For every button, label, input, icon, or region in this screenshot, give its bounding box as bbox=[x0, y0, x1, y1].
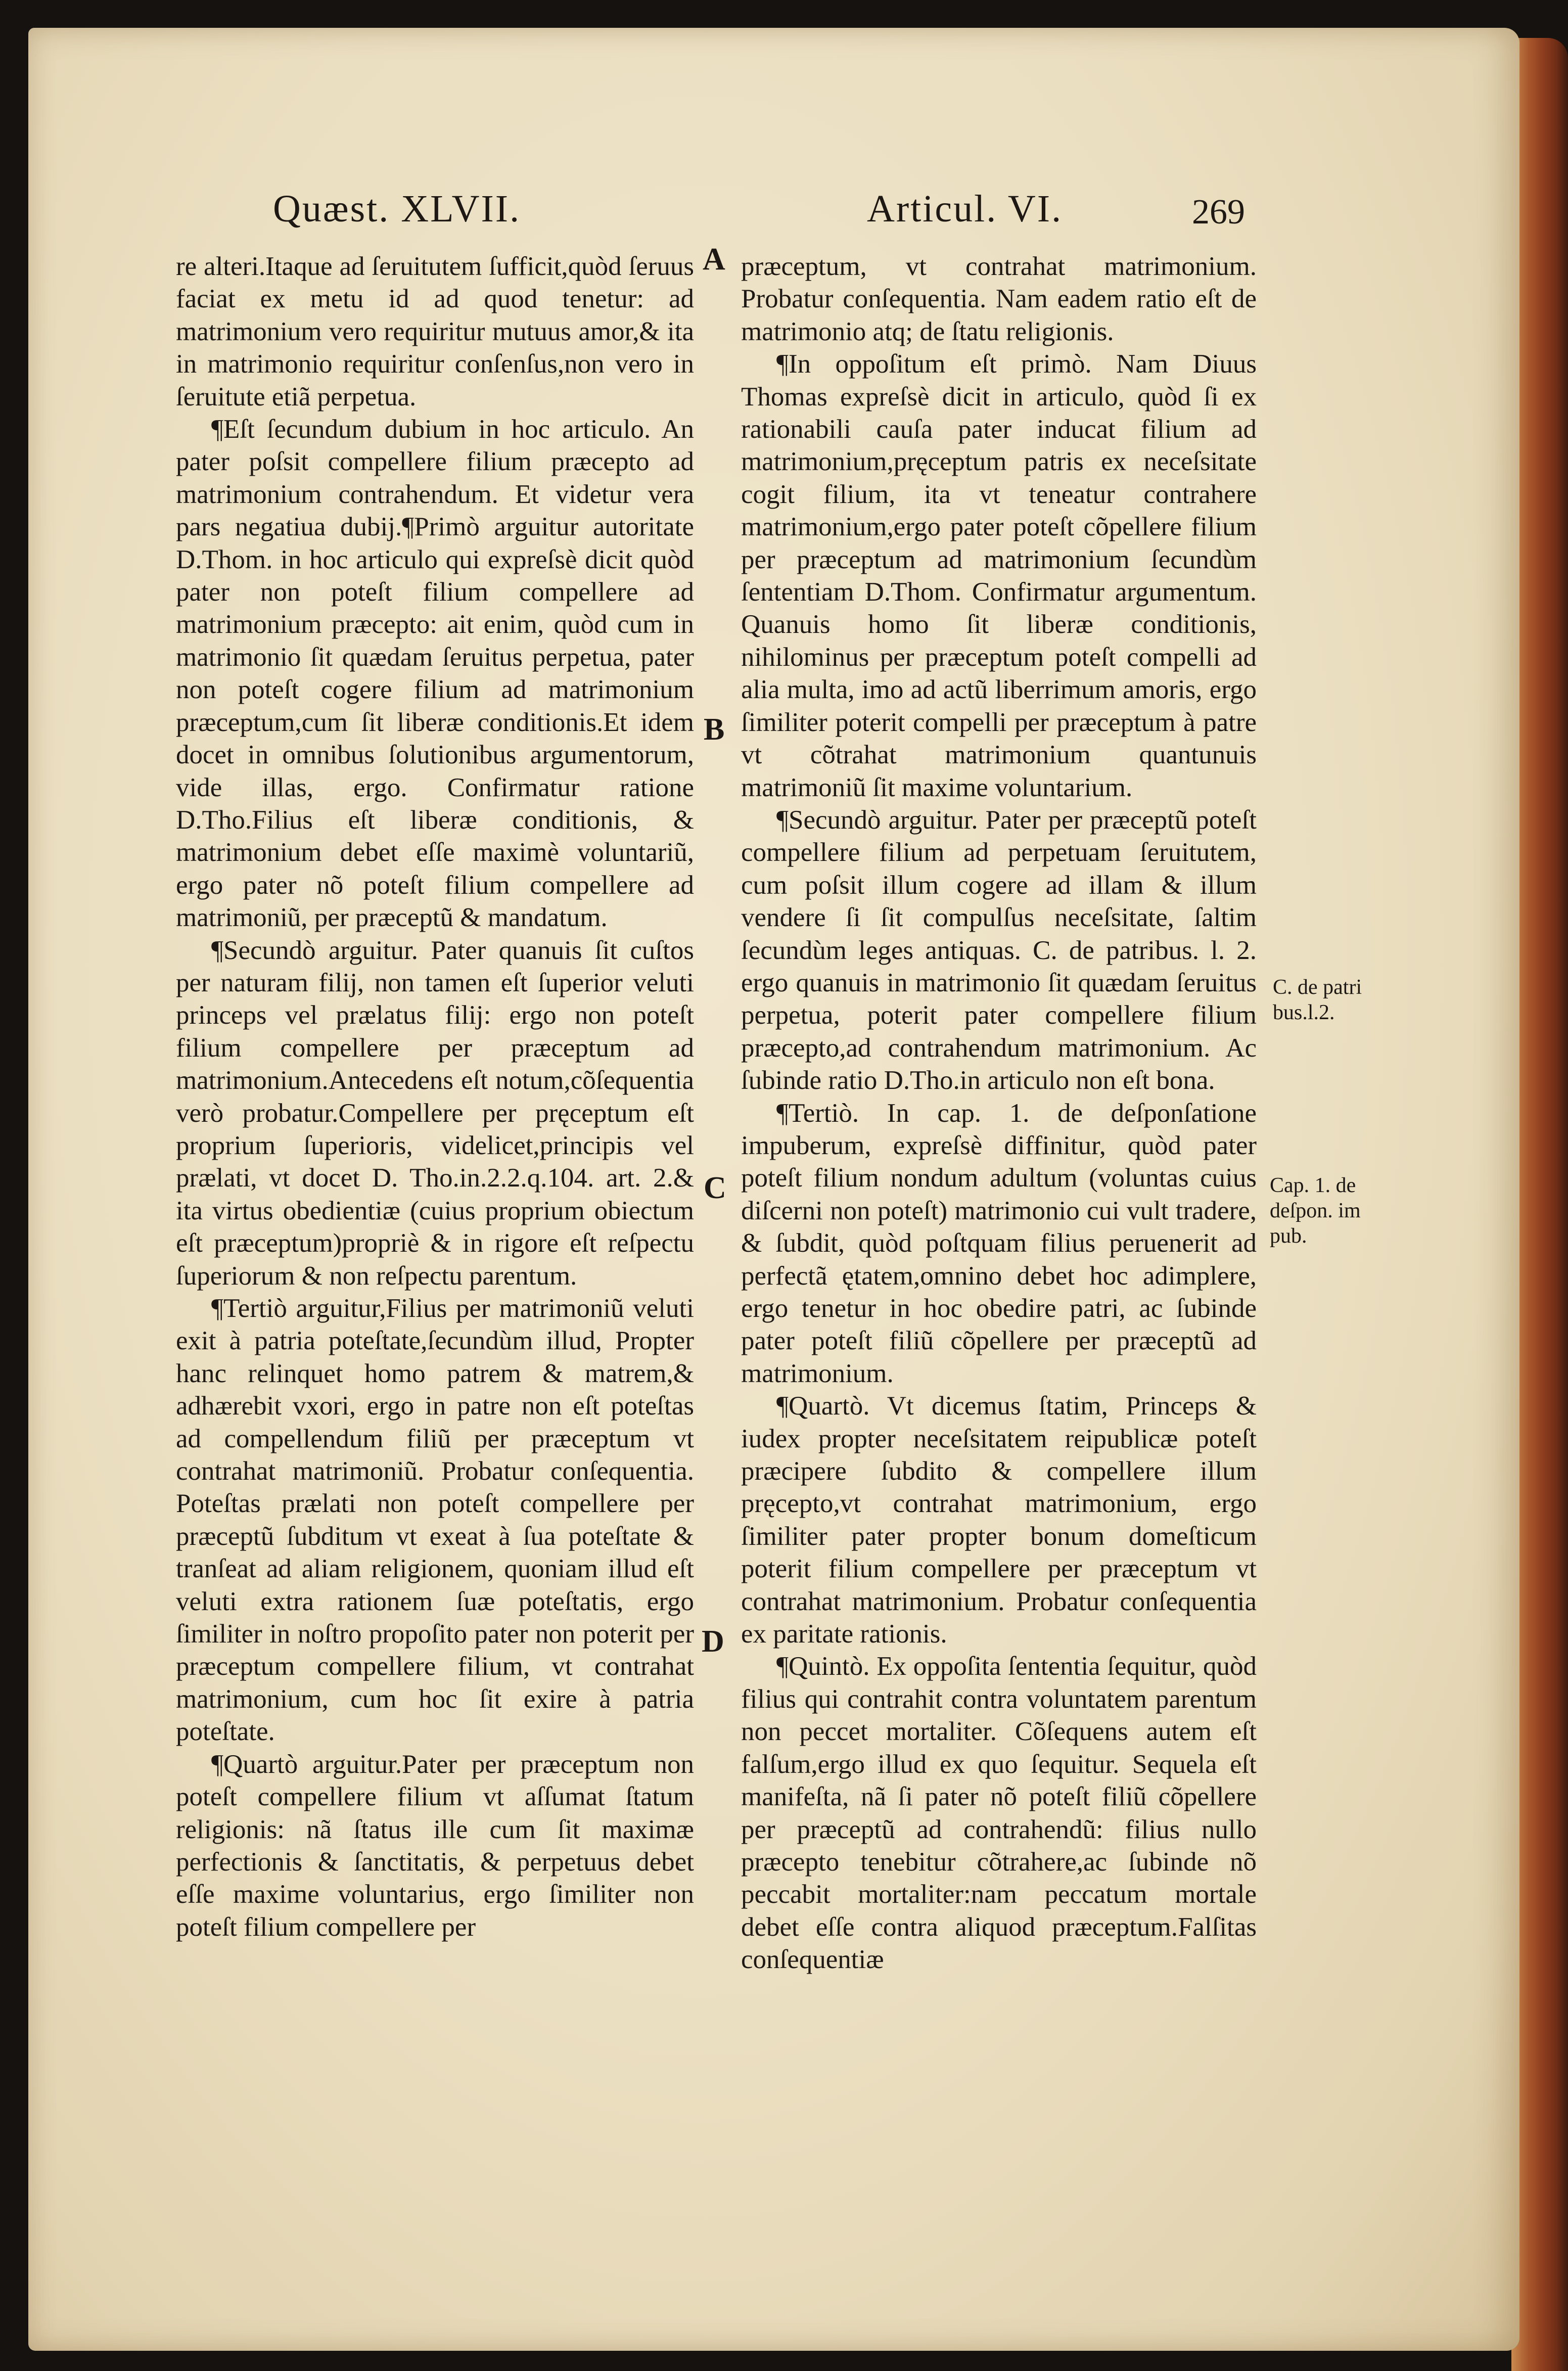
side-note-decretal-reference bbox=[1270, 1173, 1376, 1249]
paragraph: præceptum, vt contrahat matrimonium. Probatur conſequentia. Nam eadem ratio eſt de matrimonio atq; de ſtatu religionis. bbox=[741, 252, 1257, 346]
right-text-column bbox=[741, 250, 1257, 1976]
side-note-line: C. de patri bbox=[1273, 976, 1362, 999]
section-marker-b: B bbox=[704, 712, 725, 747]
side-note-code-reference bbox=[1273, 975, 1379, 1025]
paragraph: ¶Quartò arguitur.Pater per præceptum non poteſt compellere filium vt aſſumat ſtatum religionis: nã ſtatus ille cum ſit maximæ perfectionis & ſanctitatis, & perpetuus debet eſſe maxime voluntarius, ergo ſimiliter non poteſt filium compellere per bbox=[176, 1749, 694, 1942]
paragraph: ¶Quintò. Ex oppoſita ſententia ſequitur, quòd filius qui contrahit contra voluntatem parentum non peccet mortaliter. Cõſequens autem eſt falſum,ergo illud ex quo ſequitur. Sequela eſt manifeſta, nã ſi pater nõ poteſt filiũ cõpellere per præceptũ ad contrahendũ: filius nullo præcepto tenebitur cõtrahere,ac ſubinde nõ peccabit mortaliter:nam peccatum mortale debet eſſe contra aliquod præceptum.Falſitas conſequentiæ bbox=[741, 1652, 1257, 1975]
paragraph: ¶Secundò arguitur. Pater per præceptũ poteſt compellere filium ad perpetuam ſeruitutem, cum poſsit illum cogere ad illam & illum vendere ſi ſit compulſus neceſsitate, ſaltim ſecundùm leges antiquas. C. de patribus. l. 2. ergo quanuis in matrimonio ſit quædam ſeruitus perpetua, poterit pater compellere filium præcepto,ad contrahendum matrimonium. Ac ſubinde ratio D.Tho.in articulo non eſt bona. bbox=[741, 805, 1257, 1096]
running-head-question: Quæst. XLVII. bbox=[273, 188, 521, 230]
left-text-column bbox=[176, 250, 694, 1943]
side-note-line: pub. bbox=[1270, 1224, 1307, 1248]
page-number: 269 bbox=[1192, 193, 1245, 232]
section-marker-d: D bbox=[702, 1624, 724, 1659]
page-edge-gilt bbox=[1511, 38, 1568, 2371]
side-note-line: deſpon. im bbox=[1270, 1199, 1361, 1222]
paragraph: ¶In oppoſitum eſt primò. Nam Diuus Thomas expreſsè dicit in articulo, quòd ſi ex rationabili cauſa pater inducat filium ad matrimonium,pręceptum patris ex neceſsitate cogit filium, ita vt teneatur contrahere matrimonium,ergo pater poteſt cõpellere filium per præceptum ad matrimonium ſecundùm ſententiam D.Thom. Confirmatur argumentum. Quanuis homo ſit liberæ conditionis, nihilominus per præceptum poteſt compelli ad alia multa, imo ad actũ liberrimum amoris, ergo ſimiliter poterit compelli per præceptum à patre vt cõtrahat matrimonium quantunuis matrimoniũ ſit maxime voluntarium. bbox=[741, 349, 1257, 802]
section-marker-a: A bbox=[703, 242, 725, 277]
paragraph: ¶Secundò arguitur. Pater quanuis ſit cuſtos per naturam filij, non tamen eſt ſuperior veluti princeps vel prælatus filij: ergo non poteſt filium compellere per præceptum ad matrimonium.Antecedens eſt notum,cõſequentia verò probatur.Compellere per pręceptum eſt proprium ſuperioris, videlicet,principis vel prælati, vt docet D. Tho.in.2.2.q.104. art. 2.& ita virtus obedientiæ (cuius proprium obiectum eſt præceptum)propriè & in rigore eſt reſpectu ſuperiorum & non reſpectu parentum. bbox=[176, 935, 694, 1291]
paragraph: ¶Quartò. Vt dicemus ſtatim, Princeps & iudex propter neceſsitatem reipublicæ poteſt præcipere ſubdito & compellere illum pręcepto,vt contrahat matrimonium, ergo ſimiliter pater propter bonum domeſticum poterit filium compellere per præceptum vt contrahat matrimonium. Probatur conſequentia ex paritate rationis. bbox=[741, 1391, 1257, 1649]
running-head-article: Articul. VI. bbox=[867, 188, 1063, 230]
side-note-line: bus.l.2. bbox=[1273, 1001, 1335, 1024]
paragraph: re alteri.Itaque ad ſeruitutem ſufficit,quòd ſeruus faciat ex metu id ad quod tenetur: ad matrimonium vero requiritur mutuus amor,& ita in matrimonio requiritur conſenſus,non vero in ſeruitute etiã perpetua. bbox=[176, 252, 694, 412]
side-note-line: Cap. 1. de bbox=[1270, 1174, 1356, 1197]
section-marker-c: C bbox=[704, 1171, 726, 1205]
paragraph: ¶Tertiò. In cap. 1. de deſponſatione impuberum, expreſsè diffinitur, quòd pater poteſt filium nondum adultum (voluntas cuius diſcerni non poteſt) matrimonio cui vult tradere, & ſubdit, quòd poſtquam filius peruenerit ad perfectã ętatem,omnino debet hoc adimplere, ergo tenetur in hoc obedire patri, ac ſubinde pater poteſt filiũ cõpellere per præceptũ ad matrimonium. bbox=[741, 1098, 1257, 1388]
paragraph: ¶Eſt ſecundum dubium in hoc articulo. An pater poſsit compellere filium præcepto ad matrimonium contrahendum. Et videtur vera pars negatiua dubij.¶Primò arguitur autoritate D.Thom. in hoc articulo qui expreſsè dicit quòd pater non poteſt filium compellere ad matrimonium præcepto: ait enim, quòd cum in matrimonio ſit quædam ſeruitus perpetua, pater non poteſt cogere filium ad matrimonium præceptum,cum ſit liberæ conditionis.Et idem docet in omnibus ſolutionibus argumentorum, vide illas, ergo. Confirmatur ratione D.Tho.Filius eſt liberæ conditionis, & matrimonium debet eſſe maximè voluntariũ, ergo pater nõ poteſt filium compellere ad matrimoniũ, per præceptũ & mandatum. bbox=[176, 415, 694, 933]
paragraph: ¶Tertiò arguitur,Filius per matrimoniũ veluti exit à patria poteſtate,ſecundùm illud, Propter hanc relinquet homo patrem & matrem,& adhærebit vxori, ergo in patre non eſt poteſtas ad compellendum filiũ per præceptum vt contrahat matrimoniũ. Probatur conſequentia. Poteſtas prælati non poteſt compellere per præceptũ ſubditum vt exeat à ſua poteſtate & tranſeat ad aliam religionem, quoniam illud eſt veluti extra rationem ſuæ poteſtatis, ergo ſimiliter in noſtro propoſito pater non poterit per præceptum compellere filium, vt contrahat matrimonium, cum hoc ſit exire à patria poteſtate. bbox=[176, 1294, 694, 1747]
